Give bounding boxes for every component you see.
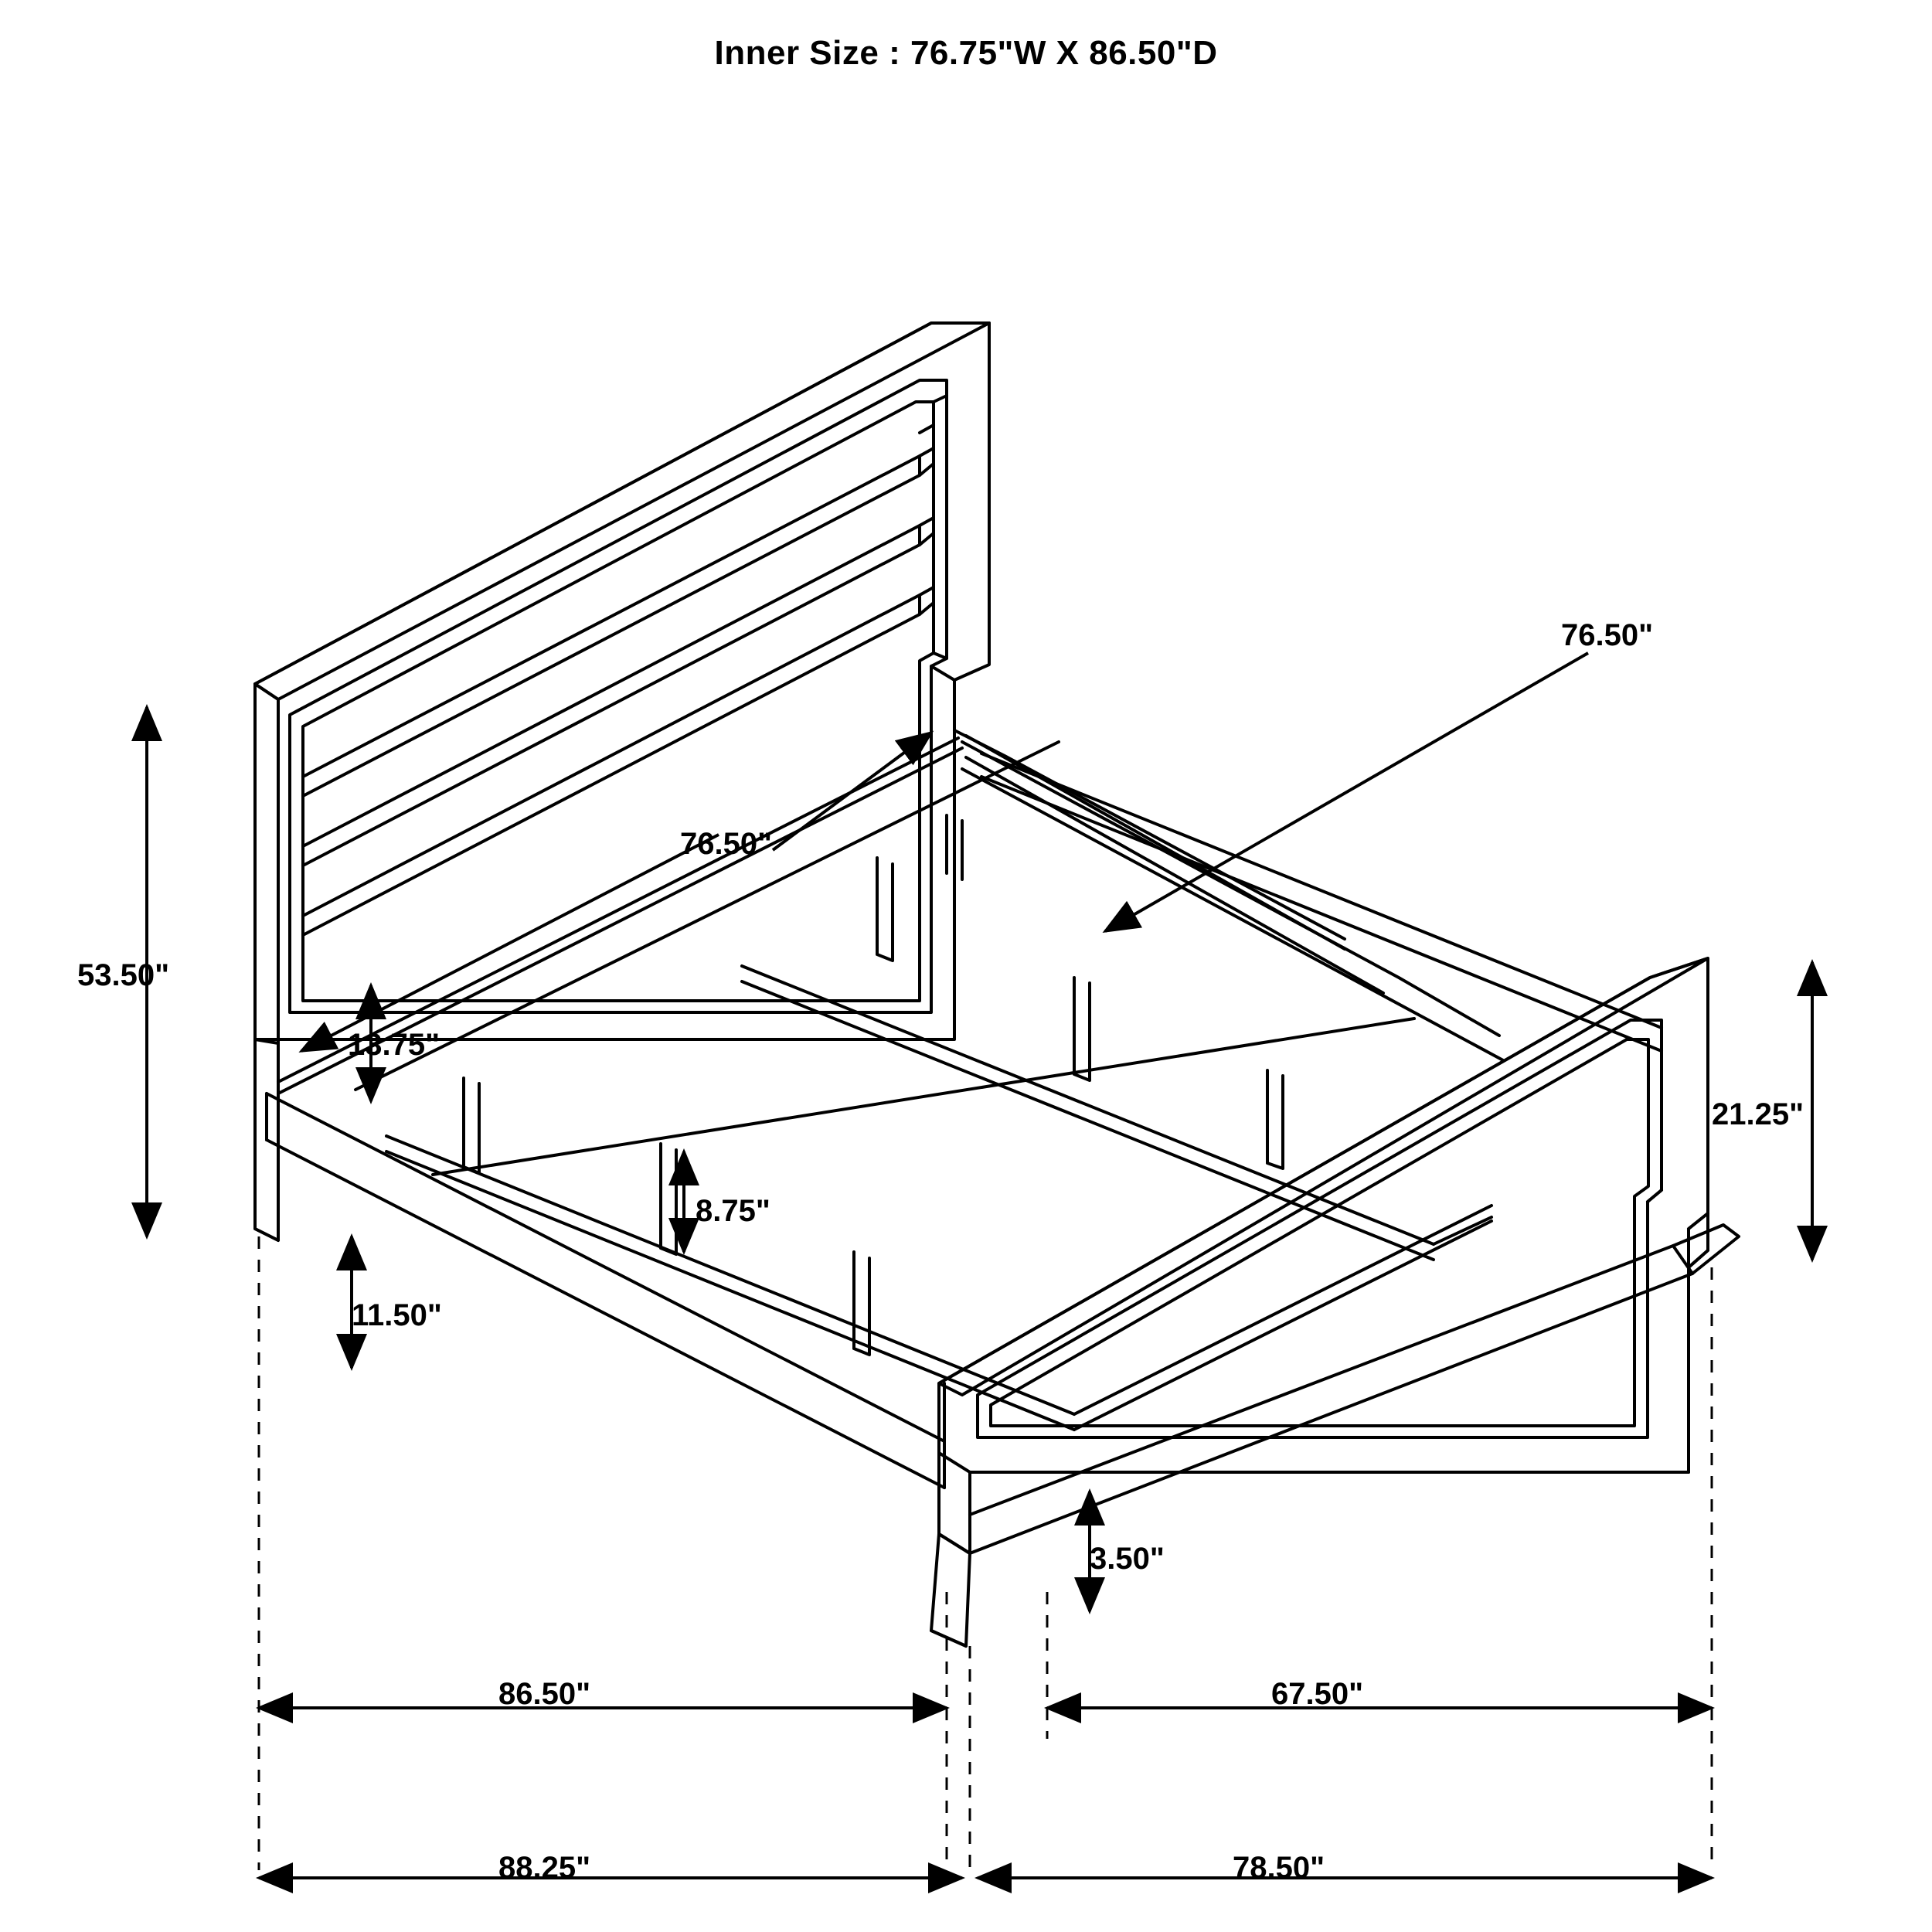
extension-lines — [259, 1236, 1712, 1870]
dimension-label-center-leg-height: 8.75" — [696, 1194, 770, 1228]
dimension-label-headboard-rail-top: 76.50" — [680, 827, 773, 861]
leader-lines — [301, 653, 1588, 1051]
dimension-label-footboard-inner-width: 67.50" — [1271, 1677, 1364, 1711]
dimension-label-rail-floor-height: 11.50" — [352, 1298, 442, 1332]
dimension-label-headboard-height: 53.50" — [77, 958, 170, 992]
dimension-label-footboard-leg-clearance: 3.50" — [1090, 1542, 1165, 1576]
dimension-label-footboard-height: 21.25" — [1712, 1097, 1804, 1131]
dimension-label-headboard-clearance: 13.75" — [348, 1028, 440, 1062]
bed-outline-group — [255, 323, 1739, 1646]
page-title: Inner Size : 76.75"W X 86.50"D — [714, 34, 1218, 72]
dimension-label-side-rail-inner-width: 76.50" — [1561, 618, 1654, 652]
dimension-label-overall-width: 78.50" — [1233, 1851, 1325, 1885]
dimension-label-inner-length: 86.50" — [498, 1677, 591, 1711]
dimension-label-overall-length: 88.25" — [498, 1851, 591, 1885]
dimension-arrows — [147, 707, 1812, 1878]
